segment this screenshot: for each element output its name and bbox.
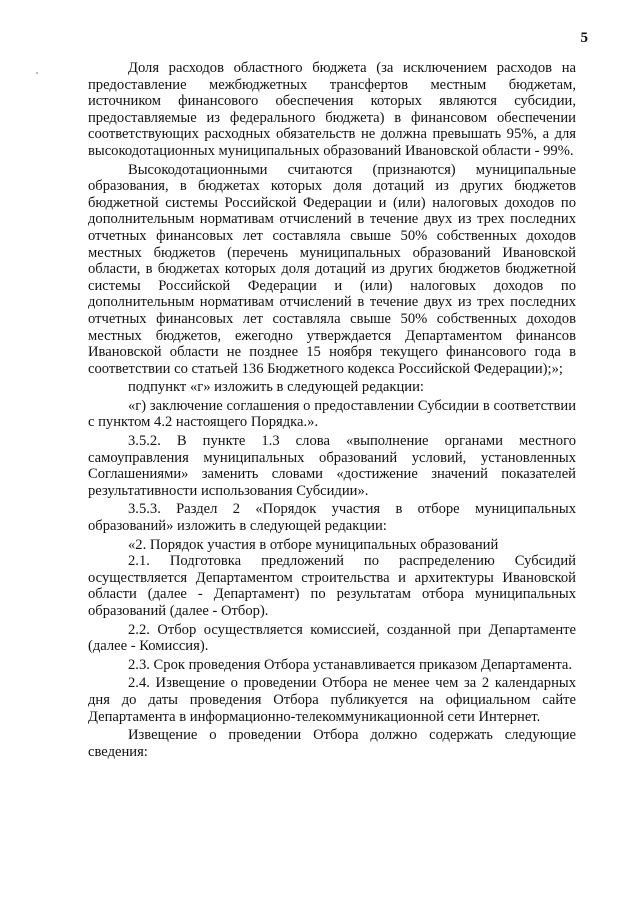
paragraph-2-4: 2.4. Извещение о проведении Отбора не менее чем за 2 календарных дня до даты проведения Отбора публикуется на официальном сайте Департамента в информационно-телекоммуникационной сети Интернет. xyxy=(88,675,576,725)
paragraph-notice-contents: Извещение о проведении Отбора должно содержать следующие сведения: xyxy=(88,727,576,760)
paragraph-3-5-2: 3.5.2. В пункте 1.3 слова «выполнение органами местного самоуправления муниципальных образований условий, установленных Соглашениями» заменить словами «достижение значений показателей результативности использования Субсидии». xyxy=(88,433,576,499)
paragraph-2-1: 2.1. Подготовка предложений по распределению Субсидий осуществляется Департаментом строительства и архитектуры Ивановской области (далее - Департамент) по результатам отбора муниципальных образований (далее - Отбор). xyxy=(88,553,576,619)
paragraph-2-2: 2.2. Отбор осуществляется комиссией, созданной при Департаменте (далее - Комиссия). xyxy=(88,621,576,655)
paragraph-subclause-g-intro: подпункт «г» изложить в следующей редакции: xyxy=(128,379,424,396)
scan-speck xyxy=(36,72,38,74)
section-2-heading: «2. Порядок участия в отборе муниципальных образований xyxy=(128,536,499,553)
paragraph-budget-share: Доля расходов областного бюджета (за исключением расходов на предоставление межбюджетных трансфертов местным бюджетам, источником финансового обеспечения которых являются субсидии, предоставляемые из федерального бюджета) в финансовом обеспечении соответствующих расходных обязательств не должна превышать 95%, а для высокодотационных муниципальных образований Ивановской области - 99%. xyxy=(88,60,576,159)
document-body xyxy=(88,60,576,760)
paragraph-subclause-g-text: «г) заключение соглашения о предоставлении Субсидии в соответствии с пунктом 4.2 настоящего Порядка.». xyxy=(88,397,576,431)
paragraph-high-subsidy-definition: Высокодотационными считаются (признаются) муниципальные образования, в бюджетах которых доля дотаций из других бюджетов бюджетной системы Российской Федерации и (или) налоговых доходов по дополнительным нормативам отчислений в течение двух из трех последних отчетных финансовых лет составляла свыше 50% собственных доходов местных бюджетов (перечень муниципальных образований Ивановской области, в бюджетах которых доля дотаций из других бюджетов бюджетной системы Российской Федерации и (или) налоговых доходов по дополнительным нормативам отчислений в течение двух из трех последних отчетных финансовых лет составляла свыше 50% собственных доходов местных бюджетов, ежегодно утверждается Департаментом финансов Ивановской области не позднее 15 ноября текущего финансового года в соответствии со статьей 136 Бюджетного кодекса Российской Федерации);»; xyxy=(88,161,576,377)
page-number: 5 xyxy=(580,30,588,46)
paragraph-2-3: 2.3. Срок проведения Отбора устанавливается приказом Департамента. xyxy=(128,656,573,673)
paragraph-3-5-3: 3.5.3. Раздел 2 «Порядок участия в отборе муниципальных образований» изложить в следующей редакции: xyxy=(88,501,576,535)
